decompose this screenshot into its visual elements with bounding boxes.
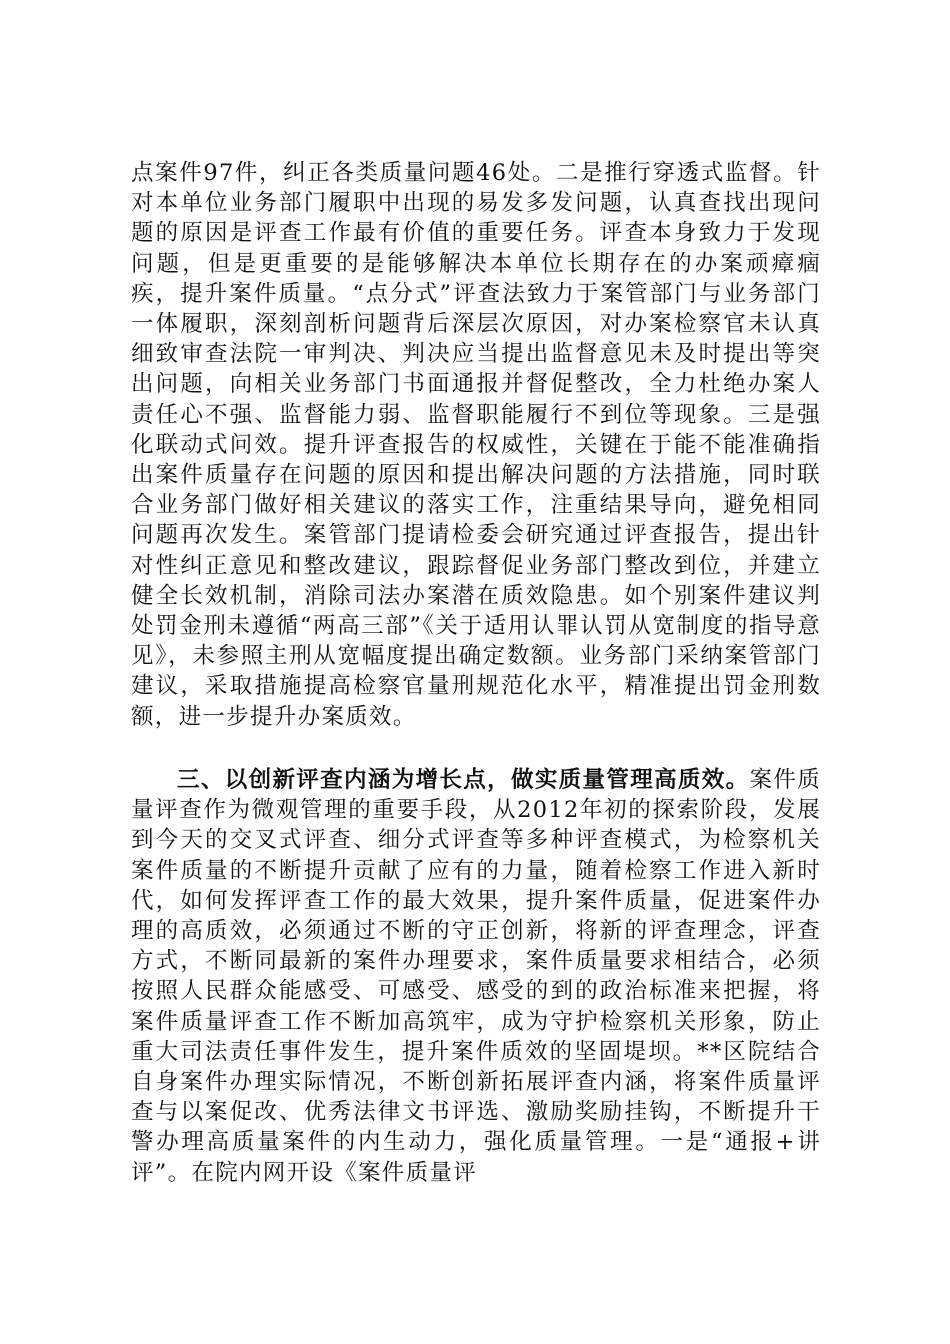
body-paragraph-section-three: [131, 765, 821, 1188]
paragraph-text: 点案件97件，纠正各类质量问题46处。二是推行穿透式监督。针对本单位业务部门履职中出现的易发多发问题，认真查找出现问题的原因是评查工作最有价值的重要任务。评查本身致力于发现问题，但是更重要的是能够解决本单位长期存在的办案顽瘴痼疾，提升案件质量。“点分式”评查法致力于案管部门与业务部门一体履职，深刻剖析问题背后深层次原因，对办案检察官未认真细致审查法院一审判决、判决应当提出监督意见未及时提出等突出问题，向相关业务部门书面通报并督促整改，全力杜绝办案人责任心不强、监督能力弱、监督职能履行不到位等现象。三是强化联动式问效。提升评查报告的权威性，关键在于能不能准确指出案件质量存在问题的原因和提出解决问题的方法措施，同时联合业务部门做好相关建议的落实工作，注重结果导向，避免相同问题再次发生。案管部门提请检委会研究通过评查报告，提出针对性纠正意见和整改建议，跟踪督促业务部门整改到位，并建立健全长效机制，消除司法办案潜在质效隐患。如个别案件建议判处罚金刑未遵循“两高三部”《关于适用认罪认罚从宽制度的指导意见》，未参照主刑从宽幅度提出确定数额。业务部门采纳案管部门建议，采取措施提高检察官量刑规范化水平，精准提出罚金刑数额，进一步提升办案质效。: [131, 160, 821, 730]
section-heading: 三、以创新评查内涵为增长点，做实质量管理高质效。: [177, 767, 750, 793]
paragraph-text: 案件质量评查作为微观管理的重要手段，从2012年初的探索阶段，发展到今天的交叉式评查、细分式评查等多种评查模式，为检察机关案件质量的不断提升贡献了应有的力量，随着检察工作进入新时代，如何发挥评查工作的最大效果，提升案件质量，促进案件办理的高质效，必须通过不断的守正创新，将新的评查理念，评查方式，不断同最新的案件办理要求，案件质量要求相结合，必须按照人民群众能感受、可感受、感受的到的政治标准来把握，将案件质量评查工作不断加高筑牢，成为守护检察机关形象，防止重大司法责任事件发生，提升案件质效的坚固堤坝。**区院结合自身案件办理实际情况，不断创新拓展评查内涵，将案件质量评查与以案促改、优秀法律文书评选、激励奖励挂钩，不断提升干警办理高质量案件的内生动力，强化质量管理。一是“通报+讲评”。在院内网开设《案件质量评: [131, 767, 822, 1186]
body-paragraph-continued: [131, 158, 821, 732]
